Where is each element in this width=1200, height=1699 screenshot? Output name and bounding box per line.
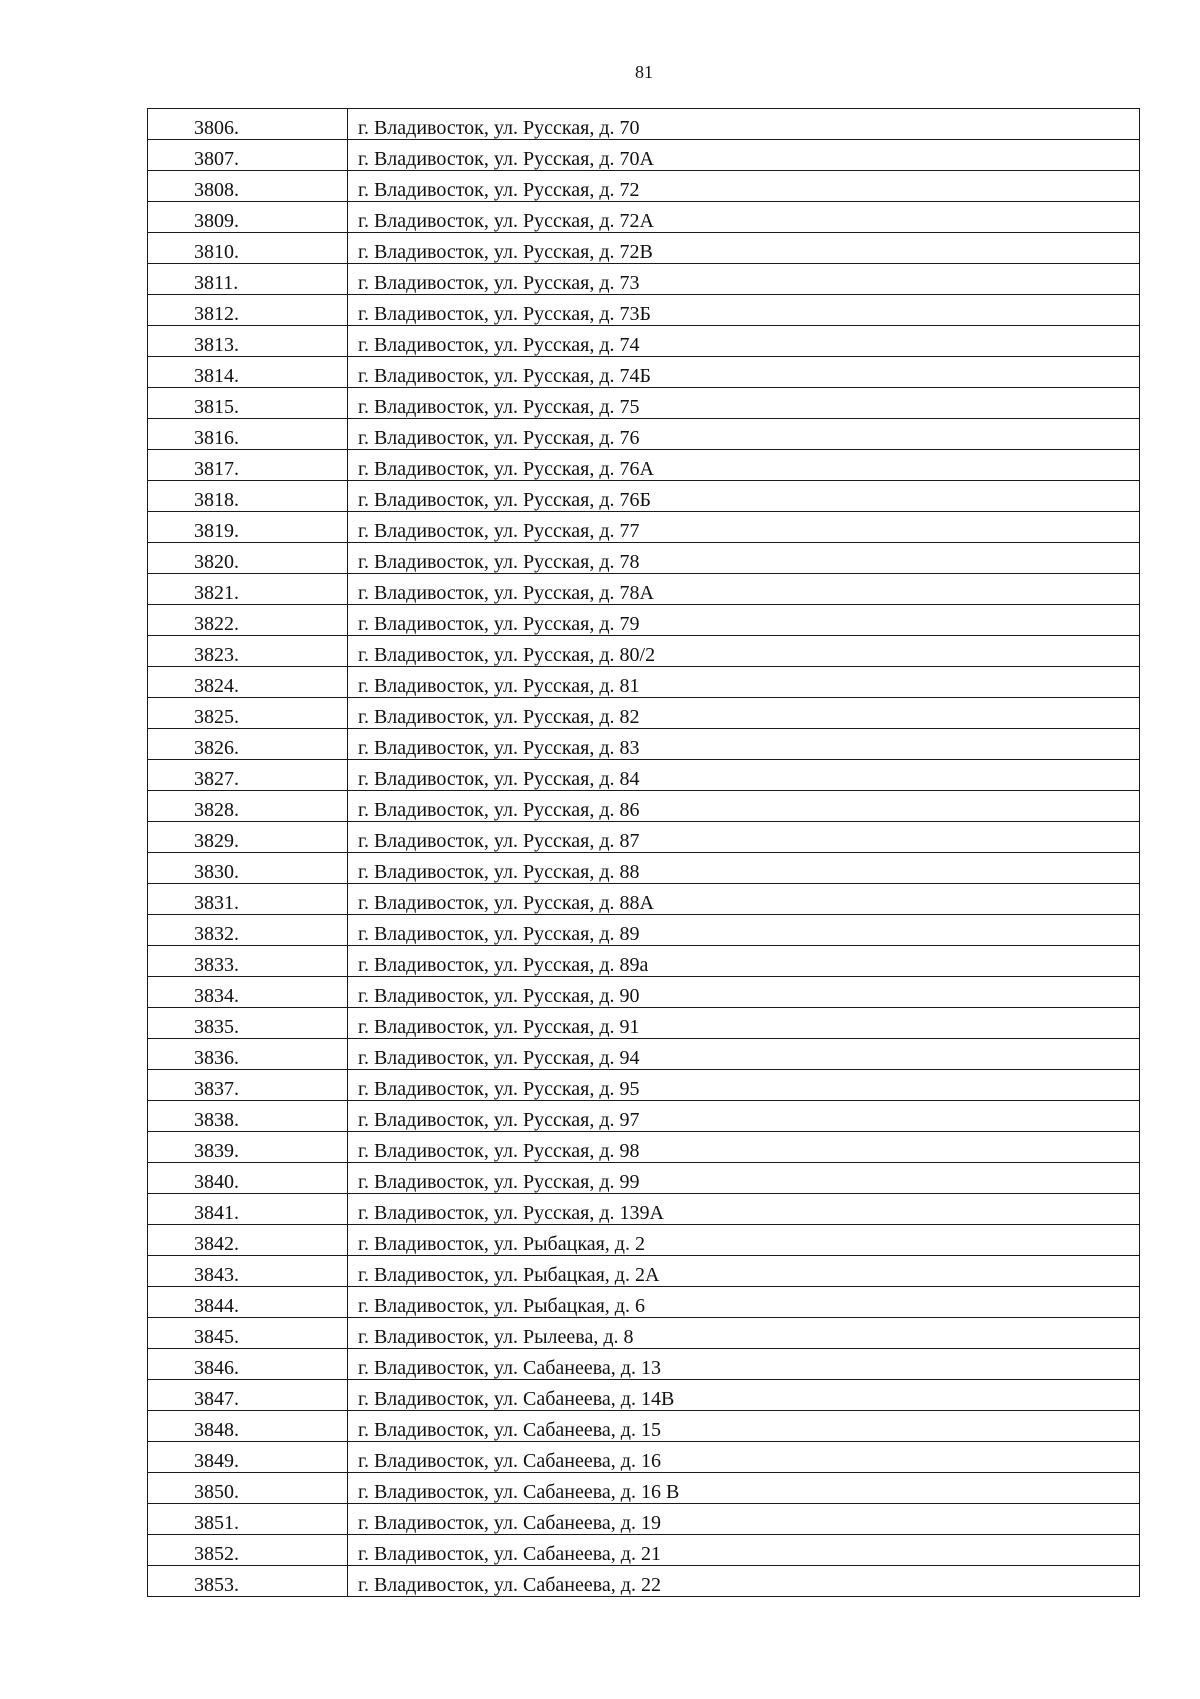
row-number-cell [148,822,348,853]
row-number: 3824. [194,675,239,697]
address-cell [348,1070,1140,1101]
table-row [148,853,1140,884]
address-cell [348,605,1140,636]
row-number: 3812. [194,303,239,325]
address-cell [348,1473,1140,1504]
address-text: г. Владивосток, ул. Рыбацкая, д. 6 [358,1295,645,1317]
table-row [148,605,1140,636]
row-number: 3851. [194,1512,239,1534]
row-number: 3808. [194,179,239,201]
table-row [148,202,1140,233]
row-number: 3825. [194,706,239,728]
row-number-cell [148,1225,348,1256]
row-number-cell [148,698,348,729]
row-number-cell [148,171,348,202]
table-row [148,295,1140,326]
row-number: 3818. [194,489,239,511]
address-text: г. Владивосток, ул. Рыбацкая, д. 2 [358,1233,645,1255]
page-number: 81 [635,62,653,82]
address-text: г. Владивосток, ул. Русская, д. 73Б [358,303,652,325]
row-number-cell [148,140,348,171]
address-cell [348,729,1140,760]
row-number: 3839. [194,1140,239,1162]
row-number: 3821. [194,582,239,604]
address-cell [348,574,1140,605]
row-number-cell [148,667,348,698]
row-number: 3850. [194,1481,239,1503]
address-text: г. Владивосток, ул. Русская, д. 87 [358,830,640,852]
table-row [148,574,1140,605]
address-cell [348,1225,1140,1256]
table-row [148,729,1140,760]
row-number: 3827. [194,768,239,790]
table-row [148,977,1140,1008]
address-text: г. Владивосток, ул. Русская, д. 90 [358,985,640,1007]
row-number: 3822. [194,613,239,635]
address-text: г. Владивосток, ул. Русская, д. 91 [358,1016,640,1038]
address-cell [348,1008,1140,1039]
table-row [148,1070,1140,1101]
table-row [148,791,1140,822]
row-number-cell [148,202,348,233]
row-number-cell [148,326,348,357]
row-number: 3838. [194,1109,239,1131]
row-number: 3806. [194,117,239,139]
address-text: г. Владивосток, ул. Русская, д. 139А [358,1202,664,1224]
row-number-cell [148,357,348,388]
address-cell [348,853,1140,884]
table-row [148,512,1140,543]
address-text: г. Владивосток, ул. Русская, д. 98 [358,1140,640,1162]
address-cell [348,667,1140,698]
address-cell [348,698,1140,729]
address-cell [348,791,1140,822]
address-text: г. Владивосток, ул. Русская, д. 81 [358,675,640,697]
row-number: 3813. [194,334,239,356]
row-number-cell [148,264,348,295]
row-number: 3834. [194,985,239,1007]
address-text: г. Владивосток, ул. Русская, д. 99 [358,1171,640,1193]
address-text: г. Владивосток, ул. Сабанеева, д. 21 [358,1543,661,1565]
row-number: 3814. [194,365,239,387]
row-number: 3836. [194,1047,239,1069]
row-number-cell [148,1349,348,1380]
table-row [148,636,1140,667]
table-row [148,481,1140,512]
address-cell [348,1163,1140,1194]
row-number: 3845. [194,1326,239,1348]
table-row [148,1256,1140,1287]
row-number: 3846. [194,1357,239,1379]
address-cell [348,1442,1140,1473]
table-row [148,1287,1140,1318]
row-number: 3811. [194,272,239,294]
table-row [148,171,1140,202]
row-number-cell [148,1566,348,1597]
address-text: г. Владивосток, ул. Русская, д. 78 [358,551,640,573]
address-text: г. Владивосток, ул. Русская, д. 77 [358,520,640,542]
address-text: г. Владивосток, ул. Русская, д. 89 [358,923,640,945]
address-text: г. Владивосток, ул. Русская, д. 73 [358,272,640,294]
address-text: г. Владивосток, ул. Русская, д. 72В [358,241,653,263]
table-row [148,1442,1140,1473]
address-text: г. Владивосток, ул. Сабанеева, д. 14В [358,1388,675,1410]
row-number-cell [148,729,348,760]
table-row [148,1380,1140,1411]
table-row [148,946,1140,977]
table-row [148,1504,1140,1535]
row-number-cell [148,946,348,977]
row-number: 3843. [194,1264,239,1286]
row-number-cell [148,1411,348,1442]
address-text: г. Владивосток, ул. Русская, д. 88 [358,861,640,883]
table-row [148,543,1140,574]
row-number-cell [148,915,348,946]
row-number-cell [148,1101,348,1132]
row-number-cell [148,1163,348,1194]
row-number: 3820. [194,551,239,573]
row-number-cell [148,388,348,419]
address-text: г. Владивосток, ул. Русская, д. 88А [358,892,654,914]
address-text: г. Владивосток, ул. Сабанеева, д. 16 В [358,1481,680,1503]
row-number: 3819. [194,520,239,542]
row-number-cell [148,760,348,791]
table-row [148,1566,1140,1597]
row-number-cell [148,977,348,1008]
row-number: 3852. [194,1543,239,1565]
address-text: г. Владивосток, ул. Русская, д. 76Б [358,489,652,511]
address-text: г. Владивосток, ул. Сабанеева, д. 19 [358,1512,661,1534]
row-number-cell [148,636,348,667]
row-number: 3835. [194,1016,239,1038]
table-row [148,1318,1140,1349]
table-row [148,357,1140,388]
address-text: г. Владивосток, ул. Русская, д. 70 [358,117,640,139]
table-row [148,419,1140,450]
address-text: г. Владивосток, ул. Рылеева, д. 8 [358,1326,634,1348]
table-row [148,1194,1140,1225]
row-number-cell [148,295,348,326]
row-number-cell [148,1473,348,1504]
address-text: г. Владивосток, ул. Русская, д. 80/2 [358,644,656,666]
table-row [148,667,1140,698]
row-number: 3828. [194,799,239,821]
address-cell [348,543,1140,574]
table-row [148,233,1140,264]
address-text: г. Владивосток, ул. Сабанеева, д. 22 [358,1574,661,1596]
address-text: г. Владивосток, ул. Русская, д. 84 [358,768,640,790]
table-row [148,1411,1140,1442]
row-number: 3849. [194,1450,239,1472]
row-number: 3826. [194,737,239,759]
row-number: 3853. [194,1574,239,1596]
address-cell [348,1287,1140,1318]
address-cell [348,1566,1140,1597]
address-cell [348,1411,1140,1442]
address-text: г. Владивосток, ул. Русская, д. 72А [358,210,654,232]
address-text: г. Владивосток, ул. Русская, д. 75 [358,396,640,418]
table-row [148,915,1140,946]
row-number-cell [148,1535,348,1566]
row-number-cell [148,1039,348,1070]
table-row [148,1008,1140,1039]
table-row [148,1039,1140,1070]
row-number-cell [148,1318,348,1349]
address-cell [348,140,1140,171]
address-cell [348,1504,1140,1535]
address-text: г. Владивосток, ул. Рыбацкая, д. 2А [358,1264,660,1286]
address-cell [348,295,1140,326]
address-cell [348,233,1140,264]
address-cell [348,357,1140,388]
address-text: г. Владивосток, ул. Русская, д. 94 [358,1047,640,1069]
row-number: 3816. [194,427,239,449]
row-number-cell [148,419,348,450]
address-cell [348,109,1140,140]
row-number: 3829. [194,830,239,852]
table-row [148,140,1140,171]
address-cell [348,760,1140,791]
address-text: г. Владивосток, ул. Русская, д. 95 [358,1078,640,1100]
row-number-cell [148,1504,348,1535]
table-row [148,1101,1140,1132]
row-number-cell [148,1442,348,1473]
address-cell [348,1194,1140,1225]
address-cell [348,388,1140,419]
address-cell [348,419,1140,450]
row-number-cell [148,1132,348,1163]
row-number: 3841. [194,1202,239,1224]
row-number-cell [148,512,348,543]
address-text: г. Владивосток, ул. Русская, д. 79 [358,613,640,635]
address-cell [348,884,1140,915]
address-cell [348,636,1140,667]
row-number: 3848. [194,1419,239,1441]
address-text: г. Владивосток, ул. Сабанеева, д. 16 [358,1450,661,1472]
address-cell [348,326,1140,357]
row-number: 3823. [194,644,239,666]
row-number-cell [148,1287,348,1318]
address-cell [348,450,1140,481]
row-number-cell [148,574,348,605]
row-number-cell [148,1380,348,1411]
row-number: 3832. [194,923,239,945]
row-number: 3837. [194,1078,239,1100]
address-text: г. Владивосток, ул. Русская, д. 78А [358,582,654,604]
table-row [148,264,1140,295]
address-cell [348,171,1140,202]
address-text: г. Владивосток, ул. Русская, д. 76 [358,427,640,449]
row-number: 3809. [194,210,239,232]
row-number-cell [148,853,348,884]
address-cell [348,1039,1140,1070]
address-text: г. Владивосток, ул. Русская, д. 89а [358,954,649,976]
address-text: г. Владивосток, ул. Русская, д. 83 [358,737,640,759]
row-number-cell [148,1194,348,1225]
address-text: г. Владивосток, ул. Русская, д. 70А [358,148,654,170]
address-cell [348,512,1140,543]
row-number: 3840. [194,1171,239,1193]
row-number: 3830. [194,861,239,883]
table-row [148,822,1140,853]
address-text: г. Владивосток, ул. Русская, д. 76А [358,458,654,480]
address-cell [348,1101,1140,1132]
row-number-cell [148,1256,348,1287]
address-text: г. Владивосток, ул. Сабанеева, д. 15 [358,1419,661,1441]
row-number-cell [148,233,348,264]
row-number: 3844. [194,1295,239,1317]
address-cell [348,264,1140,295]
address-cell [348,1535,1140,1566]
address-cell [348,202,1140,233]
address-cell [348,481,1140,512]
table-row [148,1535,1140,1566]
row-number-cell [148,450,348,481]
address-text: г. Владивосток, ул. Русская, д. 72 [358,179,640,201]
row-number: 3833. [194,954,239,976]
table-row [148,698,1140,729]
row-number-cell [148,1070,348,1101]
address-cell [348,977,1140,1008]
row-number: 3847. [194,1388,239,1410]
table-row [148,1163,1140,1194]
table-row [148,1225,1140,1256]
table-row [148,1473,1140,1504]
address-cell [348,1380,1140,1411]
row-number: 3810. [194,241,239,263]
address-text: г. Владивосток, ул. Русская, д. 97 [358,1109,640,1131]
table-row [148,450,1140,481]
address-cell [348,1132,1140,1163]
address-table [147,108,1140,1597]
address-text: г. Владивосток, ул. Сабанеева, д. 13 [358,1357,661,1379]
row-number: 3815. [194,396,239,418]
address-text: г. Владивосток, ул. Русская, д. 86 [358,799,640,821]
table-row [148,326,1140,357]
row-number: 3842. [194,1233,239,1255]
row-number-cell [148,109,348,140]
address-cell [348,915,1140,946]
address-cell [348,822,1140,853]
row-number-cell [148,543,348,574]
row-number-cell [148,791,348,822]
address-cell [348,1318,1140,1349]
table-row [148,109,1140,140]
address-cell [348,1256,1140,1287]
table-row [148,884,1140,915]
address-text: г. Владивосток, ул. Русская, д. 74 [358,334,640,356]
row-number: 3817. [194,458,239,480]
table-row [148,388,1140,419]
address-cell [348,946,1140,977]
address-cell [348,1349,1140,1380]
table-row [148,760,1140,791]
row-number: 3807. [194,148,239,170]
address-text: г. Владивосток, ул. Русская, д. 74Б [358,365,652,387]
table-row [148,1132,1140,1163]
row-number-cell [148,884,348,915]
address-table-body [148,109,1140,1597]
row-number-cell [148,605,348,636]
address-text: г. Владивосток, ул. Русская, д. 82 [358,706,640,728]
row-number-cell [148,1008,348,1039]
row-number: 3831. [194,892,239,914]
row-number-cell [148,481,348,512]
table-row [148,1349,1140,1380]
